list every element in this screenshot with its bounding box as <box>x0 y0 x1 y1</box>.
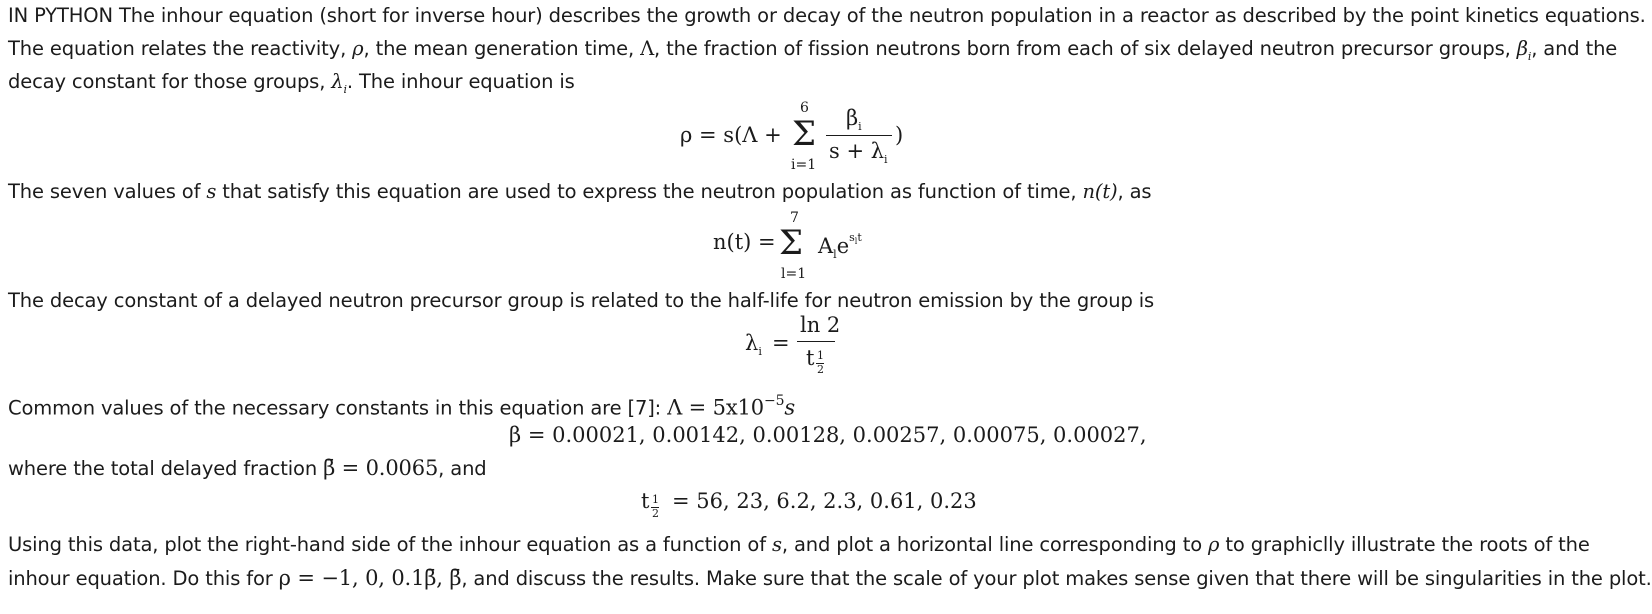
nt-A-sub: l <box>833 248 837 262</box>
p4-text: Common values of the necessary constants in this equation are [7]: <box>8 396 668 420</box>
decay-frac-bar <box>797 341 835 342</box>
intro-line-2 <box>8 37 1617 69</box>
s-symbol: s <box>206 180 217 203</box>
lambda-exp: −5 <box>763 393 785 409</box>
para-2 <box>8 180 1151 204</box>
intro-text-2a: The equation relates the reactivity, <box>8 37 353 60</box>
decay-half-den: 2 <box>817 363 824 376</box>
p5-text-a: where the total delayed fraction <box>8 457 324 480</box>
nt-lhs: n(t) = <box>713 230 776 254</box>
lambda-value: Λ = 5x10 <box>667 395 764 420</box>
thalf-values: = 56, 23, 6.2, 2.3, 0.61, 0.23 <box>672 489 977 513</box>
p6-text-d: inhour equation. Do this for <box>8 567 279 590</box>
inhour-lhs: ρ = s(Λ + <box>680 123 782 147</box>
para-6-line-1 <box>8 533 1590 557</box>
thalf-half-den: 2 <box>652 507 659 520</box>
lambda-subscript: i <box>343 82 347 96</box>
rho-list: ρ = −1, 0, 0.1β̄, β̄ <box>278 566 462 590</box>
intro-text-3b: . The inhour equation is <box>346 70 575 93</box>
sum-lower-i1: i=1 <box>791 157 817 173</box>
p2-text-c: , as <box>1117 180 1152 203</box>
decay-equals: = <box>772 331 790 355</box>
frac-bar-1 <box>826 135 892 136</box>
beta-subscript: i <box>1527 49 1532 63</box>
sigma-2: Σ <box>779 223 804 263</box>
p5-text-b: , and <box>438 457 487 480</box>
rho-symbol-2: ρ <box>1208 533 1220 556</box>
nt-exp-sub: l <box>854 237 858 247</box>
intro-text-3a: decay constant for those groups, <box>8 70 332 93</box>
thalf-half-num: 1 <box>652 493 659 506</box>
nt-A: A <box>818 234 834 258</box>
nt-exp-t: t <box>857 231 862 244</box>
frac-beta-sub: i <box>858 120 862 134</box>
decay-lhs <box>745 331 762 364</box>
decay-numerator: ln 2 <box>800 313 841 337</box>
lambda-symbol: λ <box>331 70 344 93</box>
nt-term <box>818 230 862 267</box>
intro-text-2b: , the mean generation time, <box>363 37 641 60</box>
para-6-line-2 <box>8 566 1652 591</box>
p3-text: The decay constant of a delayed neutron precursor group is related to the half-life for neutron emission by the group is <box>8 289 1155 312</box>
p6-text-a: Using this data, plot the right-hand side of the inhour equation as a function of <box>8 533 772 556</box>
para-3 <box>8 289 1154 313</box>
close-paren: ) <box>895 123 904 147</box>
para-4 <box>8 391 795 421</box>
lambda-unit: s <box>784 395 795 420</box>
beta-symbol: β <box>1516 37 1528 60</box>
frac-beta: β <box>846 106 859 130</box>
nt-exp-s: s <box>849 231 855 244</box>
frac-denominator <box>829 139 888 172</box>
intro-text-2c: , the fraction of fission neutrons born from each of six delayed neutron precursor groups, <box>654 37 1517 60</box>
intro-text-1: IN PYTHON The inhour equation (short for inverse hour) describes the growth or decay of the neutron population in a reactor as described by the point kinetics equations. <box>8 4 1646 27</box>
frac-den-text: s + λ <box>829 139 885 163</box>
para-5 <box>8 456 487 481</box>
p6-text-e: , and discuss the results. Make sure that the scale of your plot makes sense given that there will be singularities in the plot. <box>461 567 1652 590</box>
sum-lower-l1: l=1 <box>781 266 807 282</box>
decay-lambda-sub: i <box>758 345 762 359</box>
frac-den-sub: i <box>884 153 888 167</box>
sum-upper-6: 6 <box>800 100 809 116</box>
thalf-t: t <box>641 489 650 513</box>
n-t-symbol: n(t) <box>1082 180 1118 203</box>
rho-symbol: ρ <box>352 37 364 60</box>
s-symbol-2: s <box>771 533 782 556</box>
beta-values: β = 0.00021, 0.00142, 0.00128, 0.00257, 0.00075, 0.00027, <box>509 423 1147 447</box>
p6-text-b: , and plot a horizontal line corresponding to <box>781 533 1209 556</box>
decay-half-num: 1 <box>817 349 824 362</box>
sigma-1: Σ <box>792 114 817 154</box>
p2-text-b: that satisfy this equation are used to express the neutron population as function of time, <box>216 180 1083 203</box>
intro-text-2d: , and the <box>1531 37 1618 60</box>
sum-upper-7: 7 <box>790 210 799 226</box>
decay-lambda: λ <box>745 331 759 355</box>
nt-e: e <box>836 234 850 258</box>
p6-text-c: to graphiclly illustrate the roots of the <box>1219 533 1590 556</box>
intro-line-1 <box>8 4 1646 28</box>
decay-t: t <box>806 346 815 370</box>
lambda-cap-symbol: Λ <box>640 37 655 60</box>
p2-text-a: The seven values of <box>8 180 207 203</box>
beta-total: β̄ = 0.0065 <box>323 456 439 480</box>
intro-line-3 <box>8 70 575 102</box>
